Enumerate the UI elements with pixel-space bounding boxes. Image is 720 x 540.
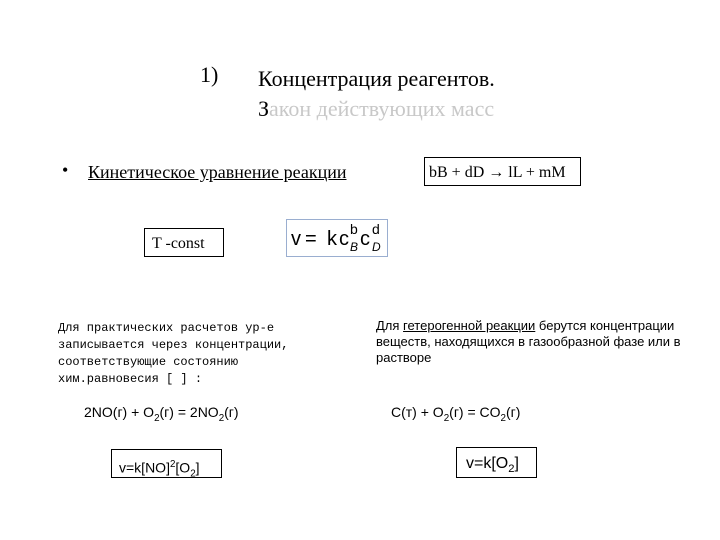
formula-c2: c [360, 228, 370, 250]
r1-sub1: 2 [154, 412, 160, 424]
title-initial-letter: З [258, 96, 270, 121]
rate2-part1: v=k[O [466, 455, 509, 472]
formula-sub-B: B [350, 240, 359, 254]
rate-expression-heterogeneous [456, 447, 537, 478]
rate1-part1: v=k[NO] [119, 459, 170, 476]
heterogeneous-note [376, 318, 686, 366]
rate1-part2: [O [175, 459, 191, 476]
equilibrium-note: Для практических расчетов ур-е записывается через концентрации, соответствующие состоянию хим.равновесия [ ] : [58, 321, 289, 386]
rate1-part3: ] [195, 459, 200, 476]
r2-sub2: 2 [500, 412, 506, 424]
r1-part1: 2NO(г) + O [84, 404, 155, 420]
formula-equals: = [305, 228, 317, 250]
r2-part1: C(т) + O [391, 404, 444, 420]
formula-k: k [327, 228, 337, 250]
r1-sub2: 2 [218, 412, 225, 424]
hetero-text-before: Для [376, 318, 404, 333]
rate1-sup1: 2 [169, 459, 176, 470]
title-faded-text: акон действующих масс [269, 96, 495, 121]
kinetic-equation-label: Кинетическое уравнение реакции [88, 162, 347, 182]
rate1-sub1: 2 [190, 468, 196, 480]
slide-number: 1) [200, 62, 219, 87]
formula-c1: c [339, 228, 349, 250]
formula-exp-d: d [372, 221, 380, 237]
rate-law-formula [286, 219, 388, 257]
hetero-underlined-term: гетерогенной реакции [403, 318, 536, 333]
formula-sub-D: D [372, 240, 381, 254]
r1-part3: (г) [224, 404, 239, 420]
slide-title-line2 [258, 96, 494, 122]
formula-v: v [291, 228, 301, 250]
reaction-heterogeneous [391, 404, 520, 424]
hetero-text-after: берутся концентрации веществ, находящихся в газообразной фазе или в растворе [376, 318, 681, 365]
r2-sub1: 2 [443, 412, 450, 424]
r2-part2: (г) = CO [449, 404, 501, 420]
rate2-sub1: 2 [508, 463, 515, 476]
rate2-part2: ] [514, 455, 519, 472]
temperature-condition-box: T -const [144, 228, 224, 257]
general-reaction-box: bB + dD → lL + mM [424, 157, 581, 186]
r1-part2: (г) = 2NO [159, 404, 219, 420]
r2-part3: (г) [506, 404, 521, 420]
reaction-homogeneous [84, 404, 239, 424]
rate-expression-homogeneous [111, 449, 222, 478]
bullet-point: • [62, 160, 69, 180]
slide-title-line1: Концентрация реагентов. [258, 66, 495, 91]
formula-exp-b: b [350, 221, 358, 237]
